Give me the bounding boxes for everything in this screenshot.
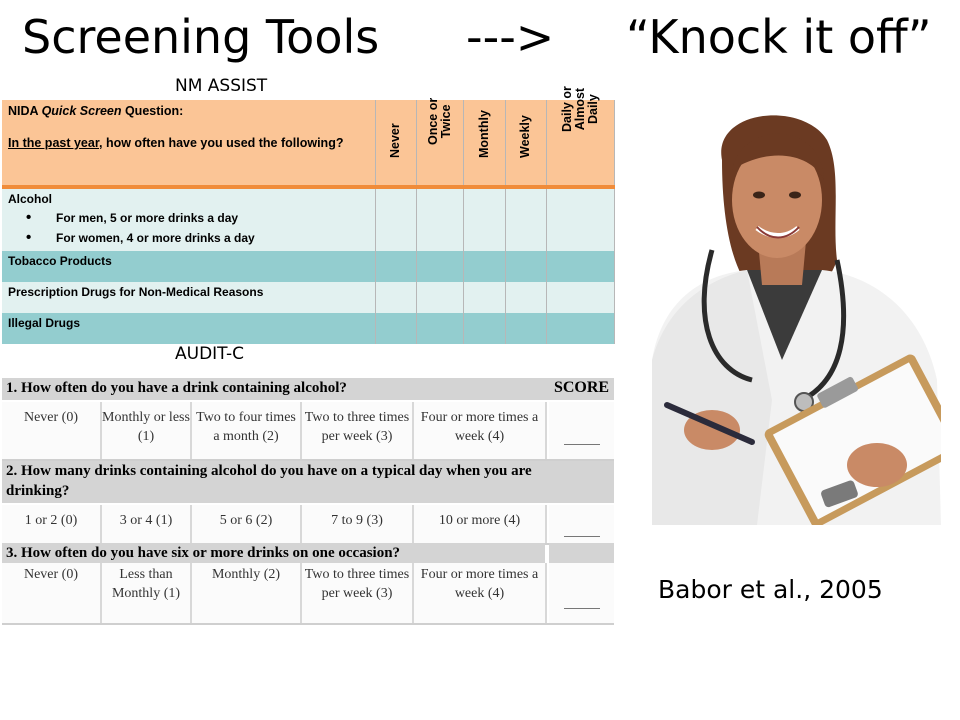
answer-option[interactable]: Monthly (2): [192, 563, 302, 623]
answer-option[interactable]: Two to three times per week (3): [302, 402, 414, 459]
row-label-prescription: Prescription Drugs for Non-Medical Reasons: [2, 282, 375, 313]
response-cell[interactable]: [375, 313, 416, 344]
title-arrow: --->: [466, 10, 555, 64]
table-row: [2, 251, 614, 282]
column-header-text: Once or Twice: [425, 97, 453, 145]
nida-header-question: NIDA Quick Screen Question: In the past year, how often have you used the following?: [2, 100, 375, 187]
response-cell[interactable]: [505, 282, 546, 313]
column-header-text: Never: [388, 123, 402, 158]
table-row: [2, 187, 614, 251]
list-item: • For men, 5 or more drinks a day: [26, 208, 369, 228]
answer-option[interactable]: 5 or 6 (2): [192, 505, 302, 543]
score-field[interactable]: [549, 563, 614, 623]
answer-option[interactable]: 10 or more (4): [414, 505, 547, 543]
score-header: SCORE: [549, 378, 614, 400]
response-cell[interactable]: [375, 282, 416, 313]
answer-option[interactable]: Never (0): [2, 563, 102, 623]
column-header-never: [375, 100, 416, 187]
doctor-with-clipboard-image: [652, 100, 941, 525]
column-header-monthly: [463, 100, 505, 187]
row-label-alcohol: Alcohol • For men, 5 or more drinks a day • For women, 4 or more drinks a day: [2, 187, 375, 251]
score-field[interactable]: [549, 402, 614, 459]
answer-option[interactable]: Four or more times a week (4): [414, 563, 547, 623]
response-cell[interactable]: [546, 187, 614, 251]
row-label-illegal-drugs: Illegal Drugs: [2, 313, 375, 344]
column-header-text: Weekly: [518, 115, 532, 158]
column-header-daily: [546, 86, 614, 187]
response-cell[interactable]: [463, 282, 505, 313]
answer-option[interactable]: 1 or 2 (0): [2, 505, 102, 543]
answer-option[interactable]: Monthly or less (1): [102, 402, 192, 459]
citation: Babor et al., 2005: [658, 575, 883, 604]
score-field[interactable]: [549, 505, 614, 543]
question-1: 1. How often do you have a drink containing alcohol?: [2, 378, 549, 400]
answer-option[interactable]: Less than Monthly (1): [102, 563, 192, 623]
response-cell[interactable]: [416, 187, 463, 251]
answer-option[interactable]: 7 to 9 (3): [302, 505, 414, 543]
response-cell[interactable]: [505, 251, 546, 282]
response-cell[interactable]: [546, 251, 614, 282]
response-cell[interactable]: [546, 282, 614, 313]
response-cell[interactable]: [505, 313, 546, 344]
response-cell[interactable]: [505, 187, 546, 251]
response-cell[interactable]: [463, 187, 505, 251]
response-cell[interactable]: [463, 251, 505, 282]
score-header-blank: [549, 461, 614, 503]
response-cell[interactable]: [375, 187, 416, 251]
response-cell[interactable]: [416, 282, 463, 313]
answer-option[interactable]: Four or more times a week (4): [414, 402, 547, 459]
column-header-text: Daily or Almost Daily: [559, 86, 600, 132]
question-2: 2. How many drinks containing alcohol do you have on a typical day when you are drinking?: [2, 461, 549, 503]
title-quote: “Knock it off”: [626, 10, 932, 64]
table-row: [2, 282, 614, 313]
list-item: • For women, 4 or more drinks a day: [26, 228, 369, 248]
response-cell[interactable]: [416, 251, 463, 282]
response-cell[interactable]: [546, 313, 614, 344]
answer-option[interactable]: Two to three times per week (3): [302, 563, 414, 623]
row-label-tobacco: Tobacco Products: [2, 251, 375, 282]
answer-option[interactable]: Two to four times a month (2): [192, 402, 302, 459]
table-row: [2, 313, 614, 344]
slide-title: Screening Tools: [22, 10, 380, 64]
response-cell[interactable]: [416, 313, 463, 344]
score-header-blank: [549, 543, 614, 563]
response-cell[interactable]: [463, 313, 505, 344]
answer-option[interactable]: Never (0): [2, 402, 102, 459]
question-3: 3. How often do you have six or more drinks on one occasion?: [2, 543, 545, 563]
audit-c-label: AUDIT-C: [175, 344, 245, 364]
audit-c-form: [2, 378, 614, 626]
nm-assist-label: NM ASSIST: [175, 76, 268, 96]
answer-option[interactable]: 3 or 4 (1): [102, 505, 192, 543]
column-header-weekly: [505, 100, 546, 187]
column-header-text: Monthly: [476, 110, 491, 158]
column-header-once-or-twice: [416, 97, 463, 187]
response-cell[interactable]: [375, 251, 416, 282]
